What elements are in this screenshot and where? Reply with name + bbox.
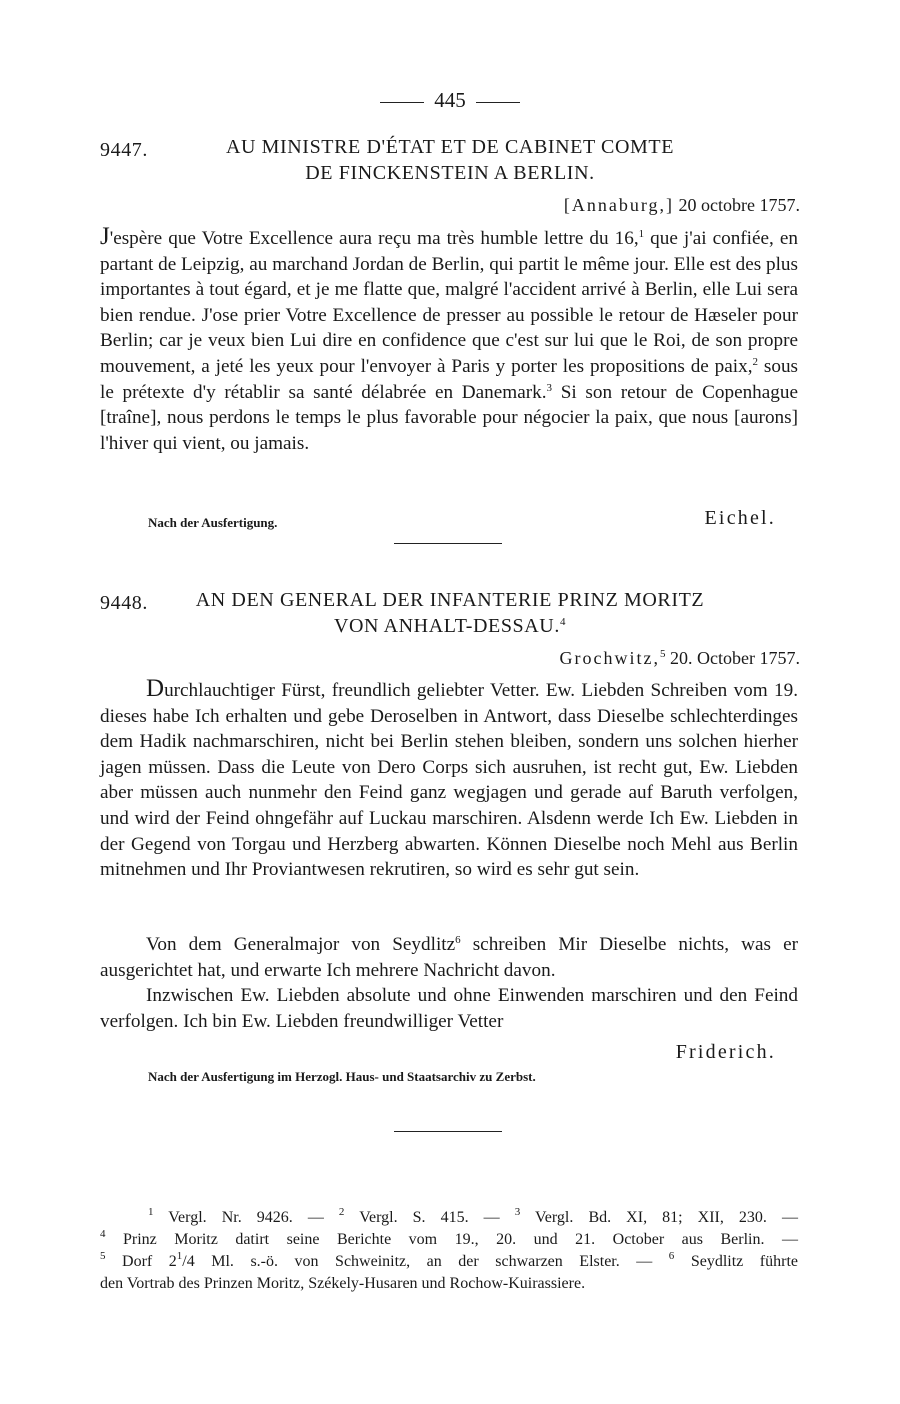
letter-9447-dateline xyxy=(564,195,800,216)
footnote-text: Ml. s.-ö. von Schweinitz, an der schwarzen Elster. — xyxy=(194,1253,669,1270)
body-text: 'espère que Votre Excellence aura reçu ma très humble lettre du 16, xyxy=(109,228,639,249)
body-text: Von dem Generalmajor von Seydlitz xyxy=(146,934,456,955)
dropcap: J xyxy=(100,223,110,250)
body-text: que j'ai confiée, en partant de Leipzig, au marchand Jordan de Berlin, qui partit le même jour. Elle est des plus importantes à tout égard, et je me flatte que, malgré l'accident arrivé à Berlin, elle Lui sera bien rendue. J'ose prier Votre Excellence de presser au possible le retour de Hæseler pour Berlin; car je veux bien Lui dire en confidence que c'est sur lui que le Roi, de son propre mouvement, a jeté les yeux pour l'envoyer à Paris y porter les propositions de paix, xyxy=(100,228,798,377)
letter-number: 9448. xyxy=(100,592,148,614)
footnote-text: Vergl. Bd. XI, 81; XII, 230. — xyxy=(520,1209,798,1226)
footnote-ref: 3 xyxy=(546,381,552,394)
letter-9447-signature: Eichel. xyxy=(704,507,776,529)
letter-title-line2 xyxy=(100,613,800,639)
footnote-ref: 6 xyxy=(455,934,461,946)
letter-title-text: VON ANHALT-DESSAU. xyxy=(333,615,560,637)
letter-9448-dateline xyxy=(560,648,800,669)
footnote-number: 3 xyxy=(514,1206,521,1218)
letter-9448-source: Nach der Ausfertigung im Herzogl. Haus- und Staatsarchiv zu Zerbst. xyxy=(148,1069,536,1084)
body-text: urchlauchtiger Fürst, freundlich geliebter Vetter. Ew. Liebden Schreiben vom 19. dieses habe Ich erhalten und gebe Deroselben in Antwort, dass Dieselbe schlechterdinges dem Hadik nachmarschiren, nicht bei Berlin stehen bleiben, sondern uns solchen hierher jagen müssen. Dass die Leute von Dero Corps sich ausruhen, ist recht gut, Ew. Liebden aber müssen auch nunmehr den Feind ganz wegjagen und gerade auf Baruth verfolgen, und wird der Feind ohngefähr auf Luckau marschiren. Alsdenn werde Ich Ew. Liebden in der Gegend von Torgau und Herzberg abwarten. Können Dieselbe noch Mehl aus Berlin mitnehmen und Ihr Proviantwesen rekrutiren, so wird es sehr gut sein. xyxy=(100,680,798,881)
body-text: Inzwischen Ew. Liebden absolute und ohne Einwenden marschiren und den Feind verfolgen. Ich bin Ew. Liebden freundwilliger Vetter xyxy=(100,985,798,1032)
date-text: 20. October 1757. xyxy=(670,648,800,668)
footnote-ref: 2 xyxy=(752,355,759,368)
footnotes xyxy=(100,1207,798,1295)
letter-9448-paragraph-3 xyxy=(100,983,798,1034)
letter-number: 9447. xyxy=(100,139,148,161)
footnote-number: 5 xyxy=(100,1250,106,1262)
body-text: schreiben Mir Dieselbe nichts, was er ausgerichtet hat, und erwarte Ich mehrere Nachricht davon. xyxy=(100,934,798,981)
footnote-number: 1 xyxy=(148,1206,154,1218)
section-divider xyxy=(394,543,502,544)
section-divider xyxy=(394,1131,502,1132)
footnote-text: Prinz Moritz datirt seine Berichte vom 19., 20. und 21. October aus Berlin. — xyxy=(105,1231,798,1248)
letter-9448-signature: Friderich. xyxy=(675,1041,776,1063)
letter-title-line1: AU MINISTRE D'ÉTAT ET DE CABINET COMTE xyxy=(225,136,675,158)
body-text: Si son retour de Copenhague [traîne], nous perdons le temps le plus favorable pour négocier la paix, que nous [aurons] l'hiver qui vient, ou jamais. xyxy=(100,381,798,454)
footnote-text: Vergl. Nr. 9426. — xyxy=(153,1209,339,1226)
letter-9447-body xyxy=(100,224,798,456)
letter-9448-paragraph-2 xyxy=(100,932,798,983)
footnote-number: 4 xyxy=(100,1228,106,1240)
page-number-header xyxy=(0,88,900,113)
footnote-ref: 5 xyxy=(660,648,666,660)
footnote-number: 6 xyxy=(668,1250,675,1262)
footnote-ref: 1 xyxy=(638,228,645,240)
footnote-number: 2 xyxy=(338,1206,345,1218)
footnote-ref: 4 xyxy=(559,616,567,628)
footnote-text: Seydlitz führte xyxy=(674,1253,798,1270)
fraction-numerator: 1 xyxy=(176,1250,183,1262)
header-dash-left xyxy=(380,102,424,103)
footnote-line xyxy=(100,1229,798,1251)
fraction-denominator: /4 xyxy=(182,1253,195,1270)
letter-9448-paragraph-1 xyxy=(100,676,798,883)
footnote-line xyxy=(100,1251,798,1273)
footnote-line xyxy=(100,1207,798,1229)
footnote-line: den Vortrab des Prinzen Moritz, Székely-Husaren und Rochow-Kuirassiere. xyxy=(100,1275,586,1292)
body-text: sous le prétexte d'y rétablir sa santé délabrée en Danemark. xyxy=(100,355,799,403)
letter-9447-heading xyxy=(100,134,800,186)
dropcap: D xyxy=(146,675,165,702)
date-place: Grochwitz, xyxy=(559,648,661,668)
letter-9448-heading xyxy=(100,587,800,639)
letter-9447-source: Nach der Ausfertigung. xyxy=(148,515,278,530)
header-dash-right xyxy=(476,102,520,103)
date-text: 20 octobre 1757. xyxy=(678,195,800,215)
footnote-text: Vergl. S. 415. — xyxy=(344,1209,515,1226)
letter-title-line2: DE FINCKENSTEIN A BERLIN. xyxy=(305,162,595,184)
footnote-text: Dorf 2 xyxy=(105,1253,177,1270)
date-place: [Annaburg,] xyxy=(563,195,675,215)
letter-title-line1: AN DEN GENERAL DER INFANTERIE PRINZ MORITZ xyxy=(195,589,705,611)
page-number: 445 xyxy=(434,88,466,112)
